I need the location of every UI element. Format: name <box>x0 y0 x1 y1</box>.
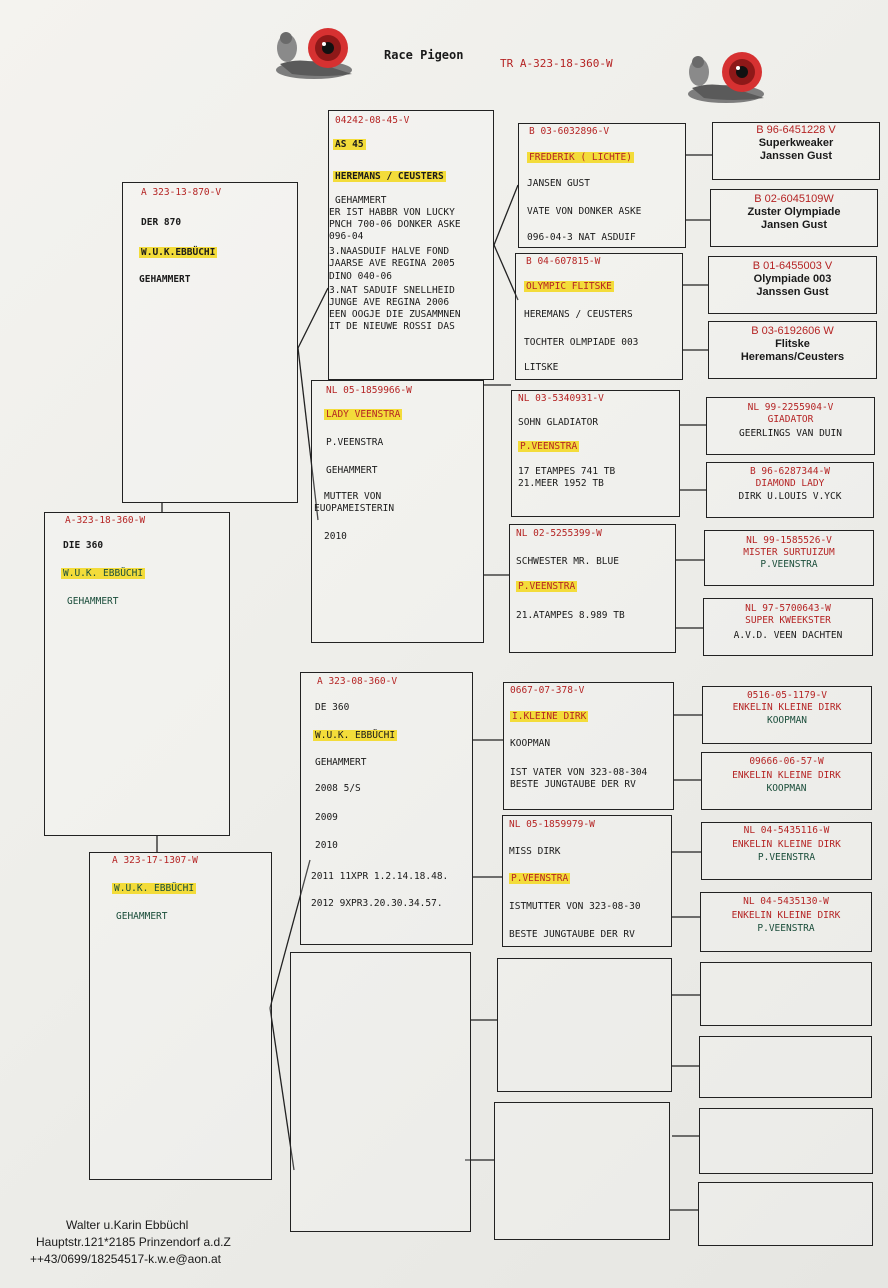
dam-sire-box <box>300 672 473 945</box>
gen4-9-breeder: KOOPMAN <box>766 783 807 794</box>
gen4-0-breeder: Janssen Gust <box>759 150 833 162</box>
sss-box <box>518 123 686 248</box>
gen4-4-name: GIADATOR <box>767 414 814 425</box>
sdd-line-0: 21.ATAMPES 8.989 TB <box>516 610 625 621</box>
gen4-3-name: Flitske <box>775 338 810 350</box>
sds-line-1: 21.MEER 1952 TB <box>518 478 604 489</box>
ss-name: AS 45 <box>335 139 364 150</box>
ssd-ring: B 04-607815-W <box>526 256 601 267</box>
dss-box <box>503 682 674 810</box>
sd-name: LADY VEENSTRA <box>326 409 401 420</box>
subject-ring: A-323-18-360-W <box>65 515 146 526</box>
gen4-10-name: ENKELIN KLEINE DIRK <box>732 839 841 850</box>
gen3-empty-box-1 <box>497 958 672 1092</box>
gen4-10-ring: NL 04-5435116-W <box>743 825 830 836</box>
ss-line-4: 3.NAASDUIF HALVE FOND <box>329 246 450 257</box>
gen4-empty-box-4 <box>698 1182 873 1246</box>
ssd-breeder: HEREMANS / CEUSTERS <box>524 309 633 320</box>
dss-ring: 0667-07-378-V <box>510 685 585 696</box>
ds-line-4: 2012 9XPR3.20.30.34.57. <box>311 898 443 909</box>
gen4-11-breeder: P.VEENSTRA <box>757 923 815 934</box>
sd-line-0: MUTTER VON <box>324 491 382 502</box>
gen4-10-breeder: P.VEENSTRA <box>757 852 816 863</box>
gen4-7-ring: NL 97-5700643-W <box>745 603 831 614</box>
sss-ring: B 03-6032896-V <box>529 126 610 137</box>
gen4-box-11 <box>700 892 872 952</box>
gen4-box-5 <box>706 462 874 518</box>
ss-breeder: HEREMANS / CEUSTERS <box>335 171 444 182</box>
ds-breeder: W.U.K. EBBÜCHI <box>315 730 396 741</box>
sire-sire-box <box>328 110 494 380</box>
ss-line-10: IT DE NIEUWE ROSSI DAS <box>329 321 455 332</box>
dsd-box <box>502 815 672 947</box>
dsd-line-0: ISTMUTTER VON 323-08-30 <box>509 901 641 912</box>
dam-note: GEHAMMERT <box>116 911 168 922</box>
dss-breeder: KOOPMAN <box>510 738 551 749</box>
sire-note: GEHAMMERT <box>139 274 191 285</box>
gen4-box-3 <box>708 321 877 379</box>
sss-name: FREDERIK ( LICHTE) <box>529 152 632 163</box>
page-ring-number: TR A-323-18-360-W <box>500 57 613 70</box>
sire-dam-box <box>311 380 484 643</box>
dam-dam-box <box>290 952 471 1232</box>
dss-name: I.KLEINE DIRK <box>512 711 587 722</box>
gen4-box-2 <box>708 256 877 314</box>
ssd-line-0: TOCHTER OLMPIADE 003 <box>524 337 639 348</box>
sdd-box <box>509 524 676 653</box>
ss-line-9: EEN OOGJE DIE ZUSAMMNEN <box>329 309 461 320</box>
subject-name: DIE 360 <box>63 540 104 551</box>
sd-breeder: P.VEENSTRA <box>326 437 384 448</box>
gen4-3-breeder: Heremans/Ceusters <box>740 351 845 363</box>
ss-line-2: PNCH 700-06 DONKER ASKE <box>329 219 461 230</box>
ssd-line-1: LITSKE <box>524 362 559 373</box>
gen4-box-4 <box>706 397 875 455</box>
sds-line-0: 17 ETAMPES 741 TB <box>518 466 616 477</box>
subject-box <box>44 512 230 836</box>
gen4-8-name: ENKELIN KLEINE DIRK <box>732 702 842 713</box>
gen4-8-breeder: KOOPMAN <box>766 715 808 726</box>
gen4-5-breeder: DIRK U.LOUIS V.YCK <box>738 491 842 502</box>
ss-line-5: JAARSE AVE REGINA 2005 <box>329 258 455 269</box>
sd-note: GEHAMMERT <box>326 465 378 476</box>
pigeon-left-icon <box>272 26 358 88</box>
ds-line-3: 2011 11XPR 1.2.14.18.48. <box>311 871 449 882</box>
gen4-4-ring: NL 99-2255904-V <box>747 402 834 413</box>
sds-box <box>511 390 680 517</box>
ss-line-3: 096-04 <box>329 231 364 242</box>
sire-box <box>122 182 298 503</box>
dss-line-0: IST VATER VON 323-08-304 <box>510 767 648 778</box>
ss-line-8: JUNGE AVE REGINA 2006 <box>329 297 450 308</box>
gen4-box-7 <box>703 598 873 656</box>
dsd-name: MISS DIRK <box>509 846 561 857</box>
sss-breeder: JANSEN GUST <box>527 178 590 189</box>
sd-year: 2010 <box>324 531 347 542</box>
ssd-box <box>515 253 683 380</box>
dss-line-1: BESTE JUNGTAUBE DER RV <box>510 779 636 790</box>
sd-ring: NL 05-1859966-W <box>326 385 412 396</box>
gen4-7-breeder: A.V.D. VEEN DACHTEN <box>733 630 843 641</box>
sire-breeder: W.U.K.EBBÜCHI <box>141 247 216 258</box>
sd-line-1: EUOPAMEISTERIN <box>314 503 395 514</box>
sdd-ring: NL 02-5255399-W <box>516 528 602 539</box>
sds-name: SOHN GLADIATOR <box>518 417 599 428</box>
gen4-6-breeder: P.VEENSTRA <box>760 559 818 570</box>
gen4-6-ring: NL 99-1585526-V <box>746 535 832 546</box>
gen4-9-ring: 09666-06-57-W <box>749 756 824 767</box>
dam-box <box>89 852 272 1180</box>
gen4-empty-box-3 <box>699 1108 873 1174</box>
gen4-empty-box-1 <box>700 962 872 1026</box>
ds-ring: A 323-08-360-V <box>317 676 398 687</box>
gen4-1-breeder: Jansen Gust <box>760 219 828 231</box>
gen4-6-name: MISTER SURTUIZUM <box>743 547 835 558</box>
ds-name: DE 360 <box>315 702 350 713</box>
gen4-4-breeder: GEERLINGS VAN DUIN <box>739 428 842 439</box>
gen4-1-name: Zuster Olympiade <box>747 206 841 218</box>
ds-note: GEHAMMERT <box>315 757 367 768</box>
gen4-box-1 <box>710 189 878 247</box>
ds-line-2: 2010 <box>315 840 338 851</box>
gen4-box-10 <box>701 822 872 880</box>
gen4-11-ring: NL 04-5435130-W <box>743 896 829 907</box>
ss-line-1: ER IST HABBR VON LUCKY <box>329 207 455 218</box>
ds-line-0: 2008 5/S <box>315 783 361 794</box>
sds-breeder: P.VEENSTRA <box>520 441 578 452</box>
sire-ring: A 323-13-870-V <box>141 187 222 198</box>
sss-line-0: VATE VON DONKER ASKE <box>527 206 642 217</box>
dsd-line-1: BESTE JUNGTAUBE DER RV <box>509 929 635 940</box>
footer-address: Hauptstr.121*2185 Prinzendorf a.d.Z <box>36 1235 231 1249</box>
gen4-0-name: Superkweaker <box>758 137 834 149</box>
sss-line-1: 096-04-3 NAT ASDUIF <box>527 232 636 243</box>
gen4-empty-box-2 <box>699 1036 872 1098</box>
ds-line-1: 2009 <box>315 812 338 823</box>
gen4-2-ring: B 01-6455003 V <box>752 260 833 272</box>
gen4-5-ring: B 96-6287344-W <box>749 466 831 477</box>
gen4-1-ring: B 02-6045109W <box>754 193 834 205</box>
ss-line-6: DINO 040-06 <box>329 271 392 282</box>
pigeon-right-icon <box>684 50 770 112</box>
dam-breeder: W.U.K. EBBÜCHI <box>114 883 195 894</box>
gen4-box-0 <box>712 122 880 180</box>
gen4-3-ring: B 03-6192606 W <box>751 325 834 337</box>
ss-ring: 04242-08-45-V <box>335 115 410 126</box>
ssd-name: OLYMPIC FLITSKE <box>526 281 612 292</box>
dam-ring: A 323-17-1307-W <box>112 855 198 866</box>
sdd-name: SCHWESTER MR. BLUE <box>516 556 619 567</box>
gen4-box-6 <box>704 530 874 586</box>
footer-contact: ++43/0699/18254517-k.w.e@aon.at <box>30 1252 222 1266</box>
subject-note: GEHAMMERT <box>67 596 119 607</box>
subject-breeder: W.U.K. EBBÜCHI <box>63 568 144 579</box>
gen4-8-ring: 0516-05-1179-V <box>746 690 828 701</box>
sds-ring: NL 03-5340931-V <box>518 393 604 404</box>
gen4-box-8 <box>702 686 872 744</box>
sire-name: DER 870 <box>141 217 182 228</box>
footer-name: Walter u.Karin Ebbüchl <box>66 1218 189 1232</box>
gen4-2-name: Olympiade 003 <box>753 273 832 285</box>
gen4-5-name: DIAMOND LADY <box>755 478 825 489</box>
ss-line-7: 3.NAT SADUIF SNELLHEID <box>329 285 455 296</box>
gen3-empty-box-2 <box>494 1102 670 1240</box>
gen4-2-breeder: Janssen Gust <box>756 286 829 298</box>
dsd-ring: NL 05-1859979-W <box>509 819 595 830</box>
ss-line-0: GEHAMMERT <box>335 195 387 206</box>
page-title: Race Pigeon <box>384 48 464 62</box>
gen4-9-name: ENKELIN KLEINE DIRK <box>732 770 841 781</box>
gen4-0-ring: B 96-6451228 V <box>756 124 836 136</box>
gen4-box-9 <box>701 752 872 810</box>
gen4-7-name: SUPER KWEEKSTER <box>745 615 831 626</box>
sdd-breeder: P.VEENSTRA <box>518 581 576 592</box>
gen4-11-name: ENKELIN KLEINE DIRK <box>731 910 841 921</box>
dsd-breeder: P.VEENSTRA <box>511 873 569 884</box>
